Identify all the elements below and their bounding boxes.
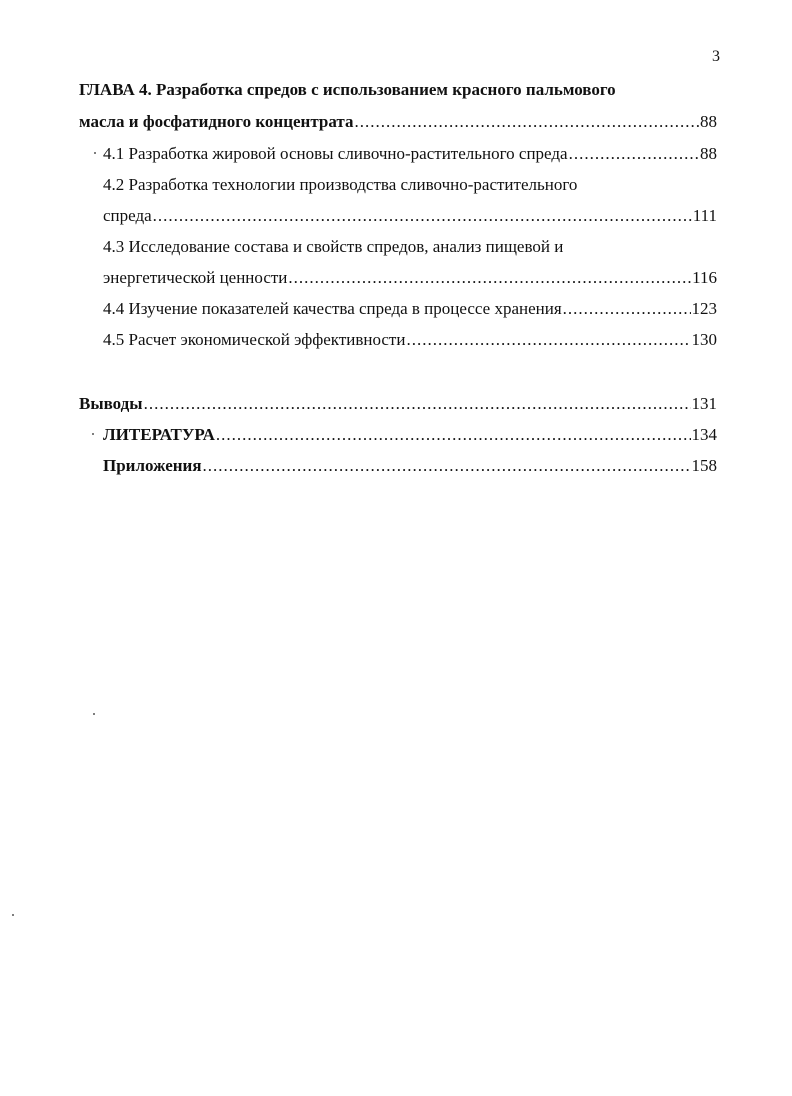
toc-section-4-1-page: 88 [700,144,717,163]
toc-section-4-4-title: 4.4 Изучение показателей качества спреда в процессе хранения [103,299,562,318]
toc-section-4-4-page: 123 [691,299,717,318]
toc-chapter-4-title-line1: ГЛАВА 4. Разработка спредов с использованием красного пальмового [79,80,616,99]
toc-section-4-3 [103,268,717,288]
dot-leader [406,330,690,350]
dot-leader [203,456,691,476]
dot-leader [144,394,691,414]
dot-leader [569,144,699,164]
toc-section-4-2-line1 [103,175,717,195]
dot-leader [153,206,692,226]
scan-speck [93,713,95,715]
toc-appendices [103,456,717,476]
toc-appendices-page: 158 [691,456,717,475]
toc-section-4-3-line1 [103,237,717,257]
toc-literature-page: 134 [691,425,717,444]
toc-chapter-4-title-line2: масла и фосфатидного концентрата [79,112,354,131]
toc-chapter-4-title [79,80,717,100]
dot-leader [288,268,691,288]
toc-conclusions-label: Выводы [79,394,143,413]
toc-chapter-4-entry [79,112,717,132]
toc-section-4-1-title: 4.1 Разработка жировой основы сливочно-растительного спреда [103,144,568,163]
toc-section-4-1 [103,144,717,164]
toc-chapter-4-page: 88 [700,112,717,131]
toc-appendices-label: Приложения [103,456,202,475]
toc-section-4-2 [103,206,717,226]
toc-section-4-3-title-cont: энергетической ценности [103,268,288,287]
toc-section-4-2-title: 4.2 Разработка технологии производства сливочно-растительного [103,175,578,194]
toc-section-4-5 [103,330,717,350]
toc-section-4-3-page: 116 [692,268,717,287]
dot-leader [216,425,691,445]
toc-section-4-2-title-cont: спреда [103,206,152,225]
toc-literature [103,425,717,445]
dot-leader [563,299,691,319]
toc-section-4-4 [103,299,717,319]
toc-conclusions [79,394,717,414]
toc-conclusions-page: 131 [691,394,717,413]
toc-section-4-5-title: 4.5 Расчет экономической эффективности [103,330,406,349]
page-number: 3 [712,48,720,65]
scan-speck [92,433,94,435]
dot-leader [354,112,699,132]
toc-section-4-3-title: 4.3 Исследование состава и свойств спредов, анализ пищевой и [103,237,564,256]
toc-section-4-5-page: 130 [691,330,717,349]
toc-literature-label: ЛИТЕРАТУРА [103,425,215,444]
scan-speck [12,914,14,916]
scan-speck [94,152,96,154]
toc-section-4-2-page: 111 [692,206,717,225]
